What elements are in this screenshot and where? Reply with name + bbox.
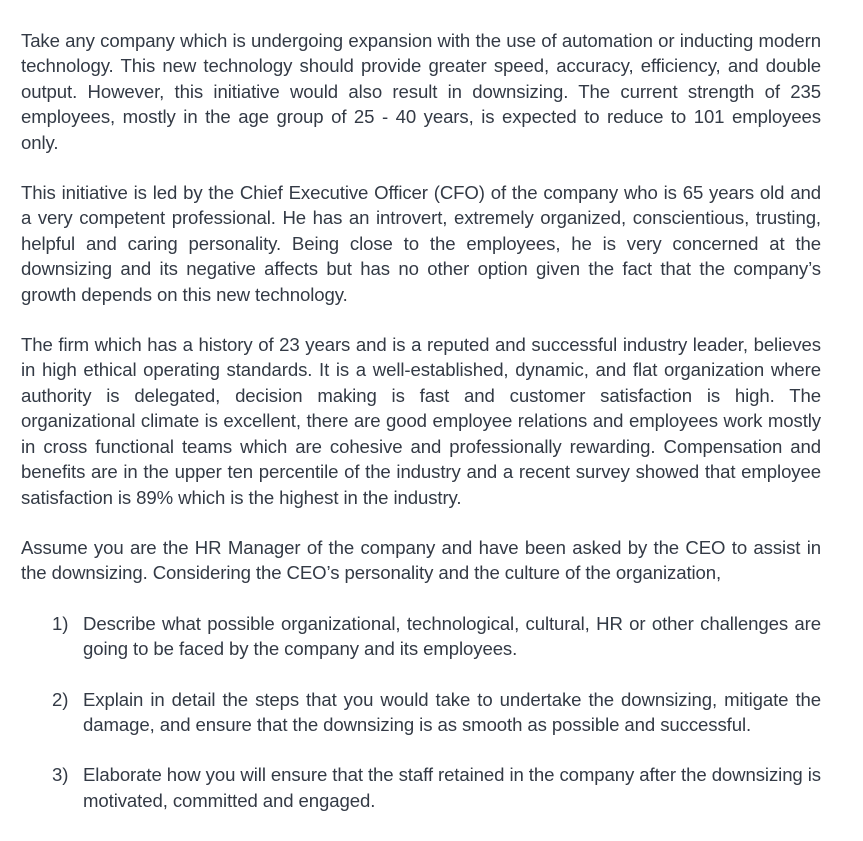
question-item-2 — [21, 687, 821, 738]
question-text: Elaborate how you will ensure that the staff retained in the company after the downsizing is motivated, committed and engaged. — [83, 764, 821, 811]
paragraph-firm-culture: The firm which has a history of 23 years and is a reputed and successful industry leader, believes in high ethical operating standards. It is a well-established, dynamic, and flat organization where authority is delegated, decision making is fast and customer satisfaction is high. The organizational climate is excellent, there are good employee relations and employees work mostly in cross functional teams which are cohesive and professionally rewarding. Compensation and benefits are in the upper ten percentile of the industry and a recent survey showed that employee satisfaction is 89% which is the highest in the industry. — [21, 334, 821, 508]
question-item-1 — [21, 611, 821, 662]
question-text: Explain in detail the steps that you would take to undertake the downsizing, mitigate the damage, and ensure that the downsizing is as smooth as possible and successful. — [83, 688, 821, 735]
question-text: Describe what possible organizational, technological, cultural, HR or other challenges are going to be faced by the company and its employees. — [83, 612, 821, 660]
paragraph-ceo-profile: This initiative is led by the Chief Executive Officer (CFO) of the company who is 65 years old and a very competent professional. He has an introvert, extremely organized, conscientious, trusting, helpful and caring personality. Being close to the employees, he is very concerned at the downsizing and its negative affects but has no other option given the fact that the company’s growth depends on this new technology. — [21, 182, 821, 305]
paragraph-assignment-intro: Assume you are the HR Manager of the company and have been asked by the CEO to assist in the downsizing. Considering the CEO’s personality and the culture of the organization, — [21, 536, 821, 584]
question-list — [21, 611, 821, 813]
question-number: 3) — [52, 764, 69, 786]
paragraph-company-expansion: Take any company which is undergoing expansion with the use of automation or inducting modern technology. This new technology should provide greater speed, accuracy, efficiency, and double output. However, this initiative would also result in downsizing. The current strength of 235 employees, mostly in the age group of 25 - 40 years, is expected to reduce to 101 employees only. — [21, 30, 821, 153]
document-body — [21, 28, 821, 838]
question-number: 2) — [52, 688, 69, 710]
question-item-3 — [21, 762, 821, 813]
question-number: 1) — [52, 612, 69, 634]
